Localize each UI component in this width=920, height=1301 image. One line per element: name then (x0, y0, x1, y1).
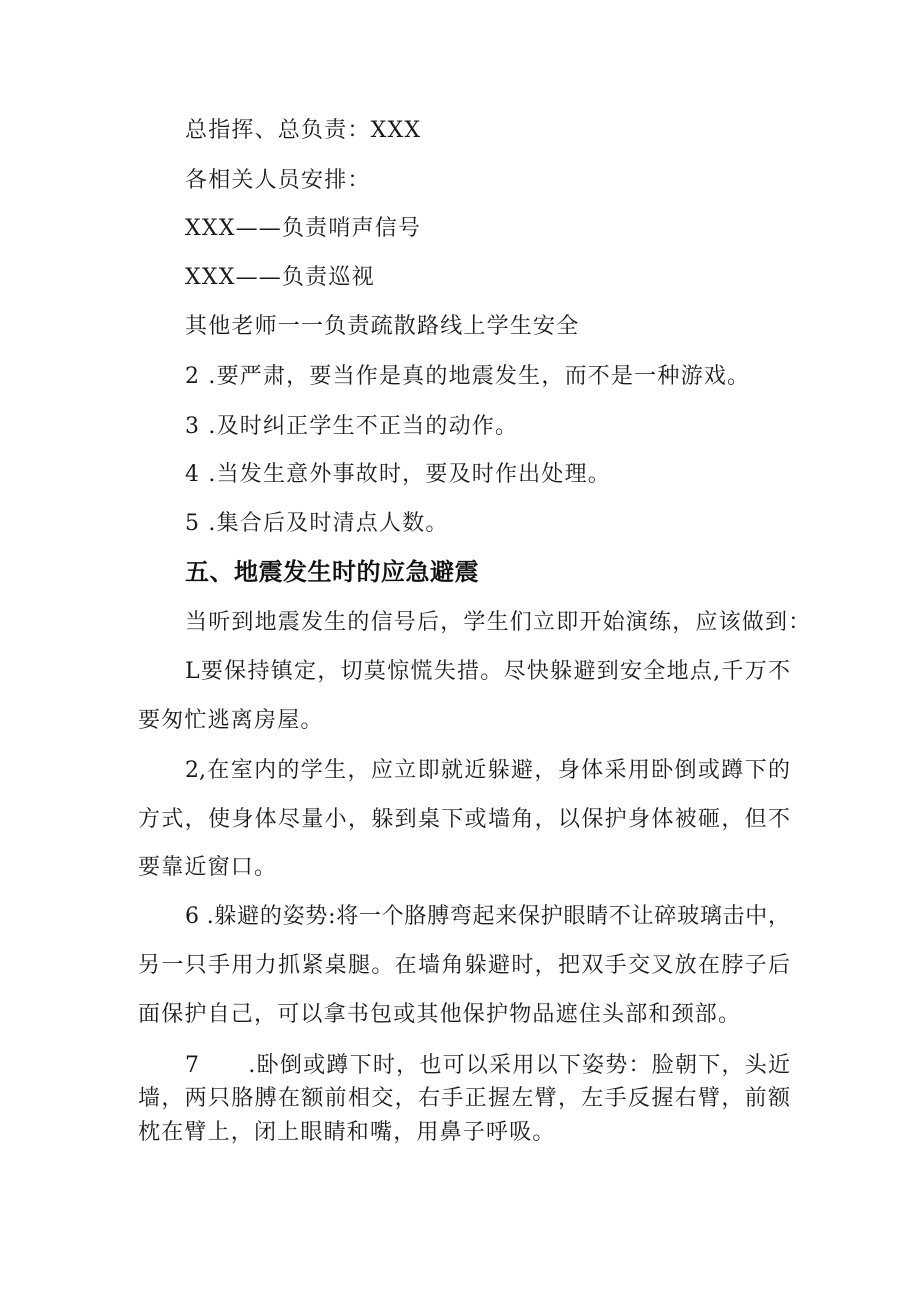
paragraph-line: 墙，两只胳膊在额前相交，右手正握左臂，左手反握右臂，前额 (138, 1086, 790, 1111)
section-intro-line: 当听到地震发生的信号后，学生们立即开始演练，应该做到： (185, 610, 812, 635)
text-line-whistle-signal: XXX——负责哨声信号 (185, 216, 422, 241)
paragraph-line: 要靠近窗口。 (138, 855, 278, 880)
list-item-4: 4 .当发生意外事故时，要及时作出处理。 (185, 462, 611, 487)
list-item-3: 3 .及时纠正学生不正当的动作。 (185, 414, 519, 439)
paragraph-line: 要匆忙逃离房屋。 (138, 708, 324, 733)
paragraph-line: 2,在室内的学生，应立即就近躲避，身体采用卧倒或蹲下的 (185, 758, 790, 783)
list-item-5: 5 .集合后及时清点人数。 (185, 511, 449, 536)
paragraph-line: 面保护自己，可以拿书包或其他保护物品遮住头部和颈部。 (138, 1002, 742, 1027)
text-line-staff-arrangement: 各相关人员安排： (185, 168, 371, 193)
paragraph-line: 枕在臂上，闭上眼睛和嘴，用鼻子呼吸。 (138, 1120, 556, 1145)
text-line-commander: 总指挥、总负责：XXX (185, 118, 422, 143)
paragraph-line: 方式，使身体尽量小，躲到桌下或墙角，以保护身体被砸，但不 (138, 807, 790, 832)
paragraph-line: L要保持镇定，切莫惊慌失措。尽快躲避到安全地点,千万不 (185, 659, 790, 684)
text-line-patrol: XXX——负责巡视 (185, 265, 375, 290)
text-line-other-teachers: 其他老师一一负责疏散路线上学生安全 (185, 314, 580, 339)
list-item-2: 2 .要严肃，要当作是真的地震发生，而不是一种游戏。 (185, 364, 751, 389)
paragraph-line: 7 .卧倒或蹲下时，也可以采用以下姿势：脸朝下，头近 (185, 1053, 790, 1078)
section-heading: 五、地震发生时的应急避震 (185, 558, 479, 586)
paragraph-line: 6 .躲避的姿势:将一个胳膊弯起来保护眼睛不让碎玻璃击中， (185, 904, 790, 929)
paragraph-line: 另一只手用力抓紧桌腿。在墙角躲避时，把双手交叉放在脖子后 (138, 953, 790, 978)
